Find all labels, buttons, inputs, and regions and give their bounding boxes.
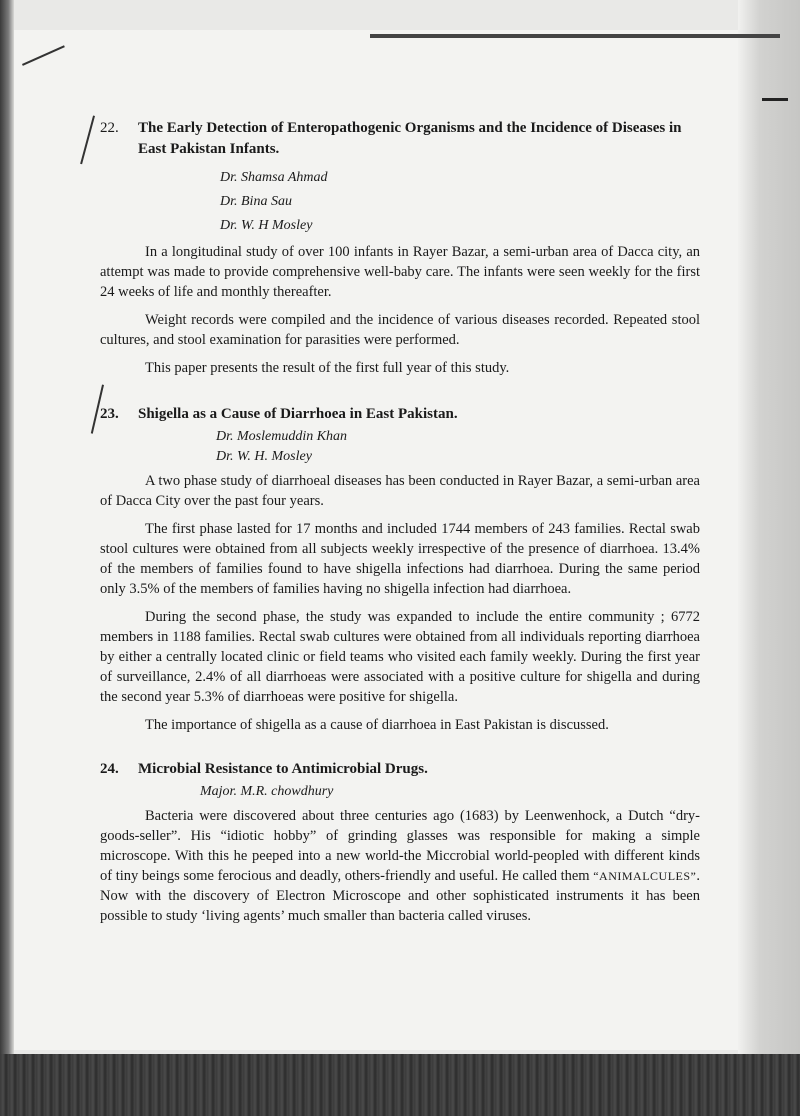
abstract-paragraph: This paper presents the result of the first full year of this study. <box>145 360 510 376</box>
author: Dr. Moslemuddin Khan <box>216 429 348 444</box>
abstract-title <box>100 118 700 160</box>
scan-bottom-edge <box>0 1054 800 1116</box>
margin-dash <box>762 98 788 101</box>
abstract-paragraph: During the second phase, the study was expanded to include the entire community ; 6772 members in 1188 families. Rectal swab cultures were obtained from all individuals reporting diarrhoea by either a centrally located clinic or field teams who visited each family weekly. During the first year of surveillance, 2.4% of all diarrhoeas were associated with a positive culture for shigella and during the second year 5.3% of diarrhoeas were positive for shigella. <box>100 609 700 705</box>
paragraph-text: . Now with the discovery of Electron Microscope and other sophisticated instruments it has been possible to study ‘living agents’ much smaller than bacteria called viruses. <box>100 868 701 924</box>
abstract-number: 24. <box>100 761 119 777</box>
abstract-paragraph: In a longitudinal study of over 100 infants in Rayer Bazar, a semi-urban area of Dacca city, an attempt was made to provide comprehensive well-baby care. The infants were seen weekly for the first 24 weeks of life and monthly thereafter. <box>100 244 700 300</box>
abstract-title-text: The Early Detection of Enteropathogenic Organisms and the Incidence of Diseases in East Pakistan Infants. <box>138 120 682 157</box>
abstract-24 <box>100 759 700 926</box>
abstract-title-text: Microbial Resistance to Antimicrobial Drugs. <box>138 761 428 777</box>
top-rule <box>370 34 780 38</box>
paragraph-text: Bacteria were discovered about three centuries ago (1683) by Leenwenhock, a Dutch “dry-goods-seller”. His “idiotic hobby” of grinding glasses was responsible for making a simple microscope. With this he peeped into a new world-the Miccrobial world-peopled with different kinds of tiny beings some ferocious and deadly, others-friendly and useful. He called them <box>100 808 700 884</box>
abstract-paragraph: A two phase study of diarrhoeal diseases has been conducted in Rayer Bazar, a semi-urban area of Dacca City over the past four years. <box>100 473 700 509</box>
abstract-paragraph <box>100 806 700 926</box>
author: Major. M.R. chowdhury <box>200 784 334 799</box>
abstract-number: 22. <box>100 120 119 136</box>
scan-left-edge <box>0 0 14 1116</box>
abstract-number: 23. <box>100 406 119 422</box>
document-body <box>100 118 700 934</box>
abstract-paragraph: Weight records were compiled and the incidence of various diseases recorded. Repeated stool cultures, and stool examination for parasities were performed. <box>100 312 700 348</box>
author: Dr. Bina Sau <box>220 194 292 209</box>
author: Dr. W. H. Mosley <box>216 449 312 464</box>
abstract-paragraph: The importance of shigella as a cause of diarrhoea in East Pakistan is discussed. <box>145 717 609 733</box>
abstract-23 <box>100 404 700 735</box>
abstract-title-text: Shigella as a Cause of Diarrhoea in East Pakistan. <box>138 406 458 422</box>
author-list <box>220 166 700 238</box>
emphasis-term: “ANIMALCULES” <box>593 869 697 883</box>
abstract-22 <box>100 118 700 378</box>
author-list <box>200 782 700 802</box>
author: Dr. W. H Mosley <box>220 218 313 233</box>
abstract-paragraph: The first phase lasted for 17 months and included 1744 members of 243 families. Rectal swab stool cultures were obtained from all subjects weekly irrespective of the presence of diarrhoea. 13.4% of the members of families found to have shigella infections had diarrhoea. During the same period only 3.5% of the members of families having no shigella infection had diarrhoea. <box>100 521 700 597</box>
abstract-title <box>100 404 700 425</box>
author: Dr. Shamsa Ahmad <box>220 170 328 185</box>
author-list <box>216 427 700 467</box>
scan-right-shadow <box>738 0 800 1116</box>
abstract-title <box>100 759 700 780</box>
